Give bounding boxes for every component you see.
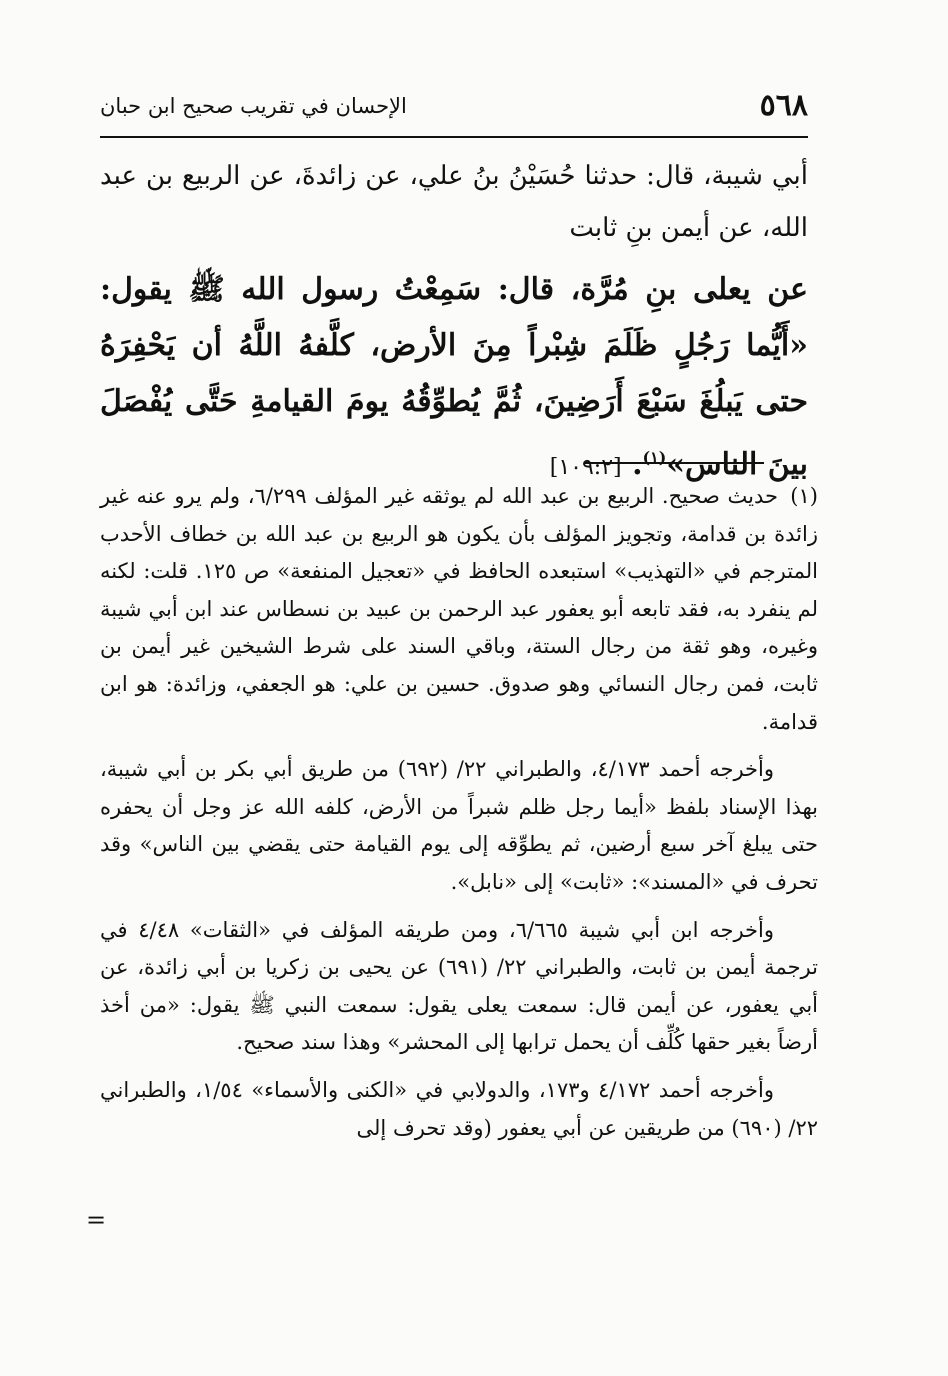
hadith-chain: أبي شيبة، قال: حدثنا حُسَيْنُ بنُ علي، عن زائدةَ، عن الربيع بن عبد الله، عن أيمن بنِ ثابت: [100, 161, 808, 243]
page-number: ٥٦٨: [759, 88, 808, 123]
running-title: الإحسان في تقريب صحيح ابن حبان: [100, 94, 407, 118]
footnote-paragraph: وأخرجه أحمد ٤/١٧٢ و١٧٣، والدولابي في «الكنى والأسماء» ١/٥٤، والطبراني ٢٢/ (٦٩٠) من طريقين عن أبي يعفور (وقد تحرف إلى: [100, 1077, 818, 1140]
end-mark: .: [632, 447, 643, 482]
footnotes: [100, 478, 818, 1157]
footnote-paragraph: [100, 478, 818, 741]
footnote-divider: [584, 462, 764, 464]
footnote-number: (١): [790, 484, 818, 508]
footnote-paragraph: وأخرجه ابن أبي شيبة ٦/٦٦٥، ومن طريقه المؤلف في «الثقات» ٤/٤٨ في ترجمة أيمن بن ثابت، والطبراني ٢٢/ (٦٩١) عن يحيى بن زكريا بن أبي زائدة، عن أبي يعفور، عن أيمن قال: سمعت يعلى يقول: سمعت النبي ﷺ يقول: «من أخذ أرضاً بغير حقها كُلِّف أن يحمل ترابها إلى المحشر» وهذا سند صحيح.: [100, 917, 818, 1055]
continuation-mark: =: [86, 1206, 107, 1234]
page-header: [100, 86, 808, 130]
footnote-text: حديث صحيح. الربيع بن عبد الله لم يوثقه غير المؤلف ٦/٢٩٩، ولم يرو عنه غير زائدة بن قدامة، وتجويز المؤلف بأن يكون هو الربيع بن عبد الله بن خطاف الأحدب المترجم في «التهذيب» استبعده الحافظ في «تعجيل المنفعة» ص ١٢٥. قلت: لكنه لم ينفرد به، فقد تابعه أبو يعفور عبد الرحمن بن عبيد بن نسطاس عند ابن أبي شيبة وغيره، وهو ثقة من رجال الستة، وباقي السند على شرط الشيخين غير أيمن بن ثابت، فمن رجال النسائي وهو صدوق. حسين بن علي: هو الجعفي، وزائدة: هو ابن قدامة.: [100, 484, 818, 734]
hadith-text: [100, 262, 808, 496]
hadith-matn: عن يعلى بنِ مُرَّة، قال: سَمِعْتُ رسول الله ﷺ يقول: «أَيُّما رَجُلٍ ظَلَمَ شِبْراً مِنَ الأرض، كلَّفهُ اللَّهُ أن يَحْفِرَهُ حتى يَبلُغَ سَبْعَ أَرَضِينَ، ثُمَّ يُطوِّقُهُ يومَ القيامةِ حَتَّى يُفْصَلَ بينَ الناس»: [100, 272, 808, 482]
footnote-marker[interactable]: (١): [642, 448, 667, 467]
header-divider: [100, 136, 808, 138]
footnote-paragraph: وأخرجه أحمد ٤/١٧٣، والطبراني ٢٢/ (٦٩٢) من طريق أبي بكر بن أبي شيبة، بهذا الإسناد بلفظ «أيما رجل ظلم شبراً من الأرض، كلفه الله عز وجل أن يحفره حتى يبلغ آخر سبع أرضين، ثم يطوِّقه إلى يوم القيامة حتى يقضي بين الناس» وقد تحرف في «المسند»: «ثابت» إلى «نابل».: [100, 757, 818, 894]
hadith-reference: [١٠٩:٢]: [549, 455, 622, 480]
